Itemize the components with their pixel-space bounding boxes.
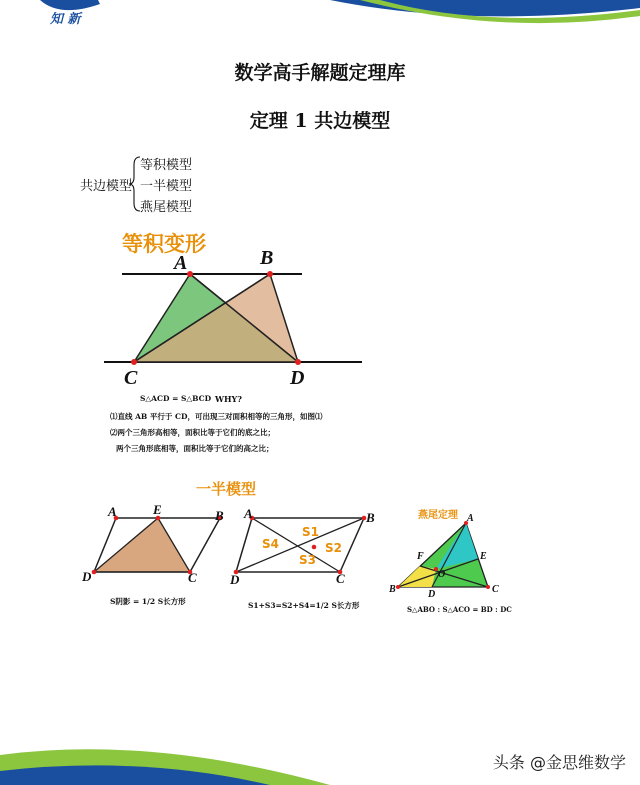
document-title: 数学高手解题定理库 [234, 62, 406, 84]
logo-text: 知 新 [50, 12, 81, 27]
half-right-label-s1: S1 [302, 525, 319, 539]
classification-item-swallowtail: 燕尾模型 [140, 200, 193, 215]
triangle-bcd [134, 274, 298, 362]
equal-area-note-3: 两个三角形底相等，面积比等于它们的高之比； [116, 444, 274, 453]
point-a [187, 271, 193, 277]
half-left-label-d: D [82, 569, 92, 584]
equal-area-title: 等积变形 [122, 232, 206, 256]
label-c: C [124, 367, 138, 389]
half-left-label-b: B [215, 508, 224, 523]
half-right-label-s3: S3 [299, 553, 316, 567]
equal-area-note-2: ⑵两个三角形高相等，面积比等于它们的底之比； [110, 428, 275, 437]
point-d [295, 359, 301, 365]
swallowtail-formula: S△ABO : S△ACO = BD : DC [407, 605, 512, 614]
swallowtail-title: 燕尾定理 [418, 510, 458, 521]
half-right-label-s2: S2 [325, 541, 342, 555]
swallowtail-label-e: E [480, 551, 487, 562]
label-a: A [174, 252, 188, 274]
swallowtail-label-b: B [389, 584, 396, 595]
half-right-formula: S1+S3=S2+S4=1/2 S长方形 [248, 601, 360, 610]
equal-area-note-1: ⑴直线 AB 平行于 CD，可出现三对面积相等的三角形，如图⑴ [110, 412, 323, 421]
classification-item-equal-area: 等积模型 [140, 158, 193, 173]
label-b: B [260, 247, 274, 269]
half-left-triangle [94, 518, 190, 572]
header-decoration [0, 0, 640, 30]
half-model-title: 一半模型 [196, 480, 257, 498]
half-right-label-a: A [244, 506, 253, 521]
equal-area-why: WHY? [215, 394, 242, 404]
half-right-label-c: C [336, 571, 345, 586]
half-left-formula: S阴影 = 1/2 S长方形 [110, 597, 186, 606]
point-b [267, 271, 273, 277]
swallowtail-label-d: D [428, 589, 436, 600]
point-c [131, 359, 137, 365]
half-right-label-d: D [230, 572, 240, 587]
swallowtail-label-a: A [467, 513, 474, 524]
equal-area-figure [100, 255, 370, 395]
half-right-label-s4: S4 [262, 537, 279, 551]
half-left-label-e: E [153, 502, 162, 517]
swallowtail-label-f: F [417, 551, 424, 562]
swallowtail-label-c: C [492, 584, 499, 595]
half-left-label-c: C [188, 570, 197, 585]
source-watermark: 头条 @金思维数学 [492, 753, 626, 772]
document-subtitle: 定理 1 共边模型 [249, 110, 391, 132]
classification-item-half: 一半模型 [140, 179, 193, 194]
half-right-label-b: B [366, 510, 375, 525]
label-d: D [290, 367, 305, 389]
swallowtail-label-o: O [438, 569, 446, 580]
equal-area-formula: S△ACD = S△BCD [140, 394, 212, 403]
classification-root: 共边模型 [80, 179, 133, 194]
half-left-label-a: A [108, 504, 117, 519]
